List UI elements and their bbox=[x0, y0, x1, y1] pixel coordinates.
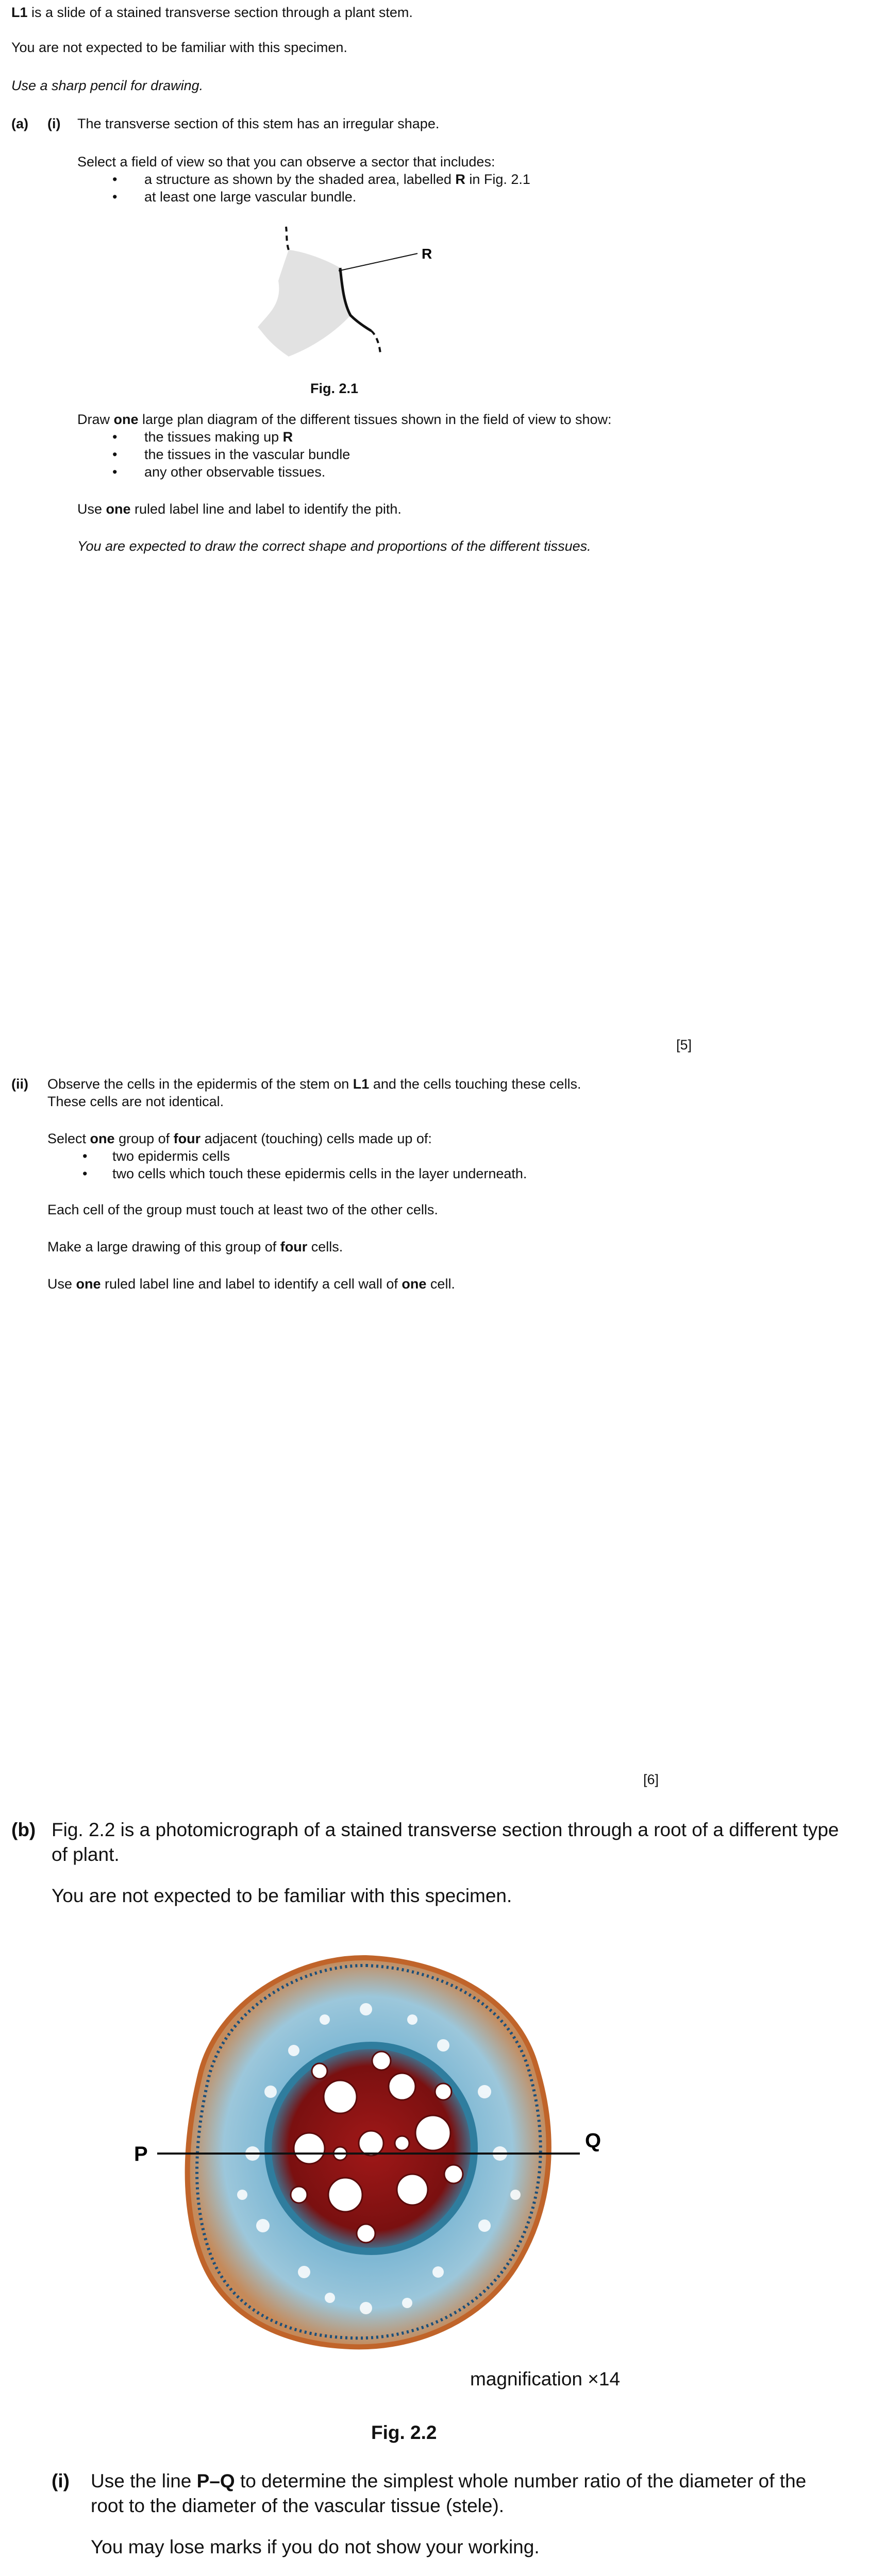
label-Q: Q bbox=[585, 2129, 601, 2152]
intro-line-3: Use a sharp pencil for drawing. bbox=[11, 78, 204, 93]
magnification: magnification ×14 bbox=[470, 2368, 621, 2389]
bullet-dot: • bbox=[112, 464, 118, 480]
bullet-dot: • bbox=[112, 447, 118, 462]
a-ii-each: Each cell of the group must touch at least two of the other cells. bbox=[47, 1202, 438, 1217]
part-a-ii-label: (ii) bbox=[11, 1076, 28, 1092]
stem-edge-bottom-dashed bbox=[371, 331, 380, 353]
label-line-R bbox=[340, 253, 417, 270]
b-i-line-2: root to the diameter of the vascular tissue (stele). bbox=[91, 2495, 505, 2516]
a-ii-use: Use one ruled label line and label to identify a cell wall of one cell. bbox=[47, 1276, 455, 1292]
a-ii-line-2: These cells are not identical. bbox=[47, 1094, 224, 1109]
b-working-note: You may lose marks if you do not show your working. bbox=[91, 2536, 540, 2557]
marks-a-i: [5] bbox=[676, 1037, 692, 1053]
fig-2-2-photomicrograph bbox=[124, 1937, 618, 2370]
b-intro-line-2: of plant. bbox=[52, 1844, 120, 1865]
a-use-text: Use one ruled label line and label to identify the pith. bbox=[77, 501, 402, 517]
a-i-text: The transverse section of this stem has an irregular shape. bbox=[77, 116, 440, 131]
bullet-dot: • bbox=[112, 189, 118, 205]
bullet-dot: • bbox=[112, 429, 118, 445]
a-select-text: Select a field of view so that you can observe a sector that includes: bbox=[77, 154, 495, 170]
part-b-i-label: (i) bbox=[52, 2470, 70, 2492]
part-a-label: (a) bbox=[11, 116, 28, 131]
stem-edge-curve bbox=[340, 268, 371, 331]
a-bullet-2: at least one large vascular bundle. bbox=[144, 189, 357, 205]
fig-2-1-diagram bbox=[216, 222, 484, 361]
bullet-dot: • bbox=[112, 172, 118, 187]
marks-a-ii: [6] bbox=[643, 1772, 659, 1787]
a-expect-text: You are expected to draw the correct shape and proportions of the different tissues. bbox=[77, 538, 591, 554]
fig-2-1-caption: Fig. 2.1 bbox=[310, 381, 359, 396]
part-b-label: (b) bbox=[11, 1819, 36, 1840]
a-ii-select: Select one group of four adjacent (touching) cells made up of: bbox=[47, 1131, 432, 1146]
intro-line-1: L1 is a slide of a stained transverse section through a plant stem. bbox=[11, 5, 413, 20]
a-bullet-1: a structure as shown by the shaded area, labelled R in Fig. 2.1 bbox=[144, 172, 530, 187]
a-ii-bullet-2: two cells which touch these epidermis cells in the layer underneath. bbox=[112, 1166, 527, 1181]
a-draw-bullet-1: the tissues making up R bbox=[144, 429, 293, 445]
stem-edge-top-dashed bbox=[286, 227, 289, 250]
intro-line-2: You are not expected to be familiar with this specimen. bbox=[11, 40, 347, 55]
drawing-space-a-i[interactable] bbox=[77, 567, 696, 1020]
b-intro-line-1: Fig. 2.2 is a photomicrograph of a stained transverse section through a root of a different type bbox=[52, 1819, 839, 1840]
b-i-line-1: Use the line P–Q to determine the simplest whole number ratio of the diameter of the bbox=[91, 2470, 807, 2492]
a-ii-bullet-1: two epidermis cells bbox=[112, 1148, 230, 1164]
a-ii-make: Make a large drawing of this group of four cells. bbox=[47, 1239, 343, 1255]
a-draw-bullet-3: any other observable tissues. bbox=[144, 464, 326, 480]
a-draw-text: Draw one large plan diagram of the different tissues shown in the field of view to show: bbox=[77, 412, 612, 427]
fig-2-2-caption: Fig. 2.2 bbox=[371, 2422, 437, 2443]
b-not-familiar: You are not expected to be familiar with this specimen. bbox=[52, 1885, 512, 1906]
bullet-dot: • bbox=[82, 1148, 88, 1164]
label-R: R bbox=[422, 246, 432, 262]
shaded-area-R bbox=[258, 250, 350, 357]
a-draw-bullet-2: the tissues in the vascular bundle bbox=[144, 447, 350, 462]
part-a-i-label: (i) bbox=[47, 116, 61, 131]
bullet-dot: • bbox=[82, 1166, 88, 1181]
drawing-space-a-ii[interactable] bbox=[47, 1303, 692, 1757]
a-ii-line-1: Observe the cells in the epidermis of the stem on L1 and the cells touching these cells. bbox=[47, 1076, 581, 1092]
label-P: P bbox=[134, 2143, 148, 2165]
working-space-b-i[interactable] bbox=[91, 2571, 709, 2576]
